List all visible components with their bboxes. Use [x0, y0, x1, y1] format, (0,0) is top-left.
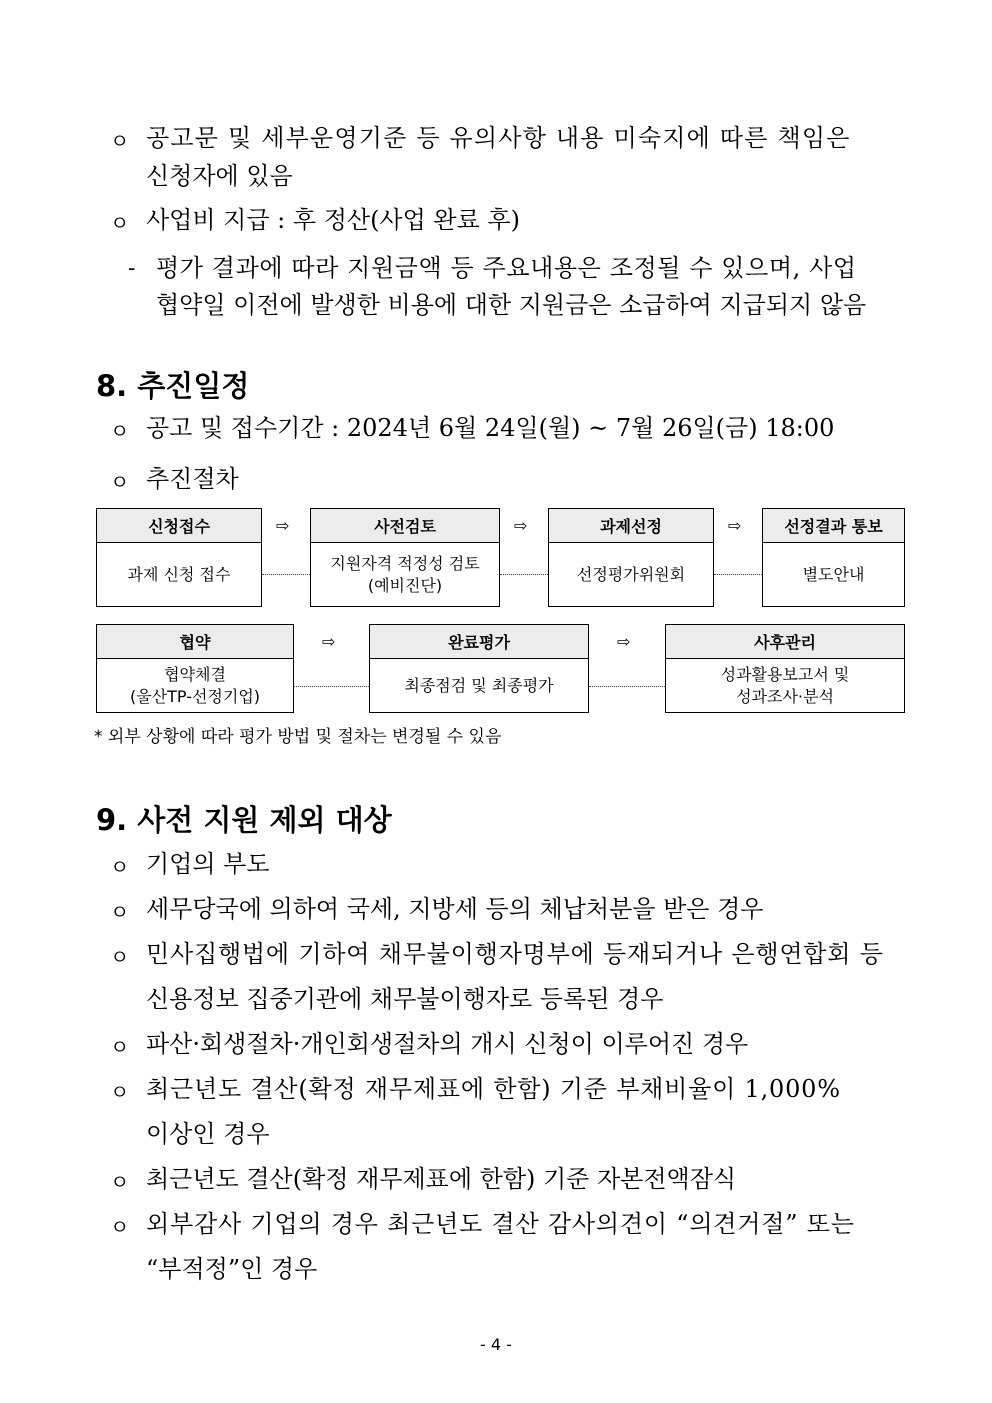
flow-step-desc: 협약체결: [164, 665, 226, 684]
paragraph-line: 사업비 지급 : 후 정산(사업 완료 후): [146, 206, 520, 234]
flow-step-box: [310, 508, 500, 607]
flow-step-box: [96, 624, 294, 713]
exclusion-item: 세무당국에 의하여 국세, 지방세 등의 체납처분을 받은 경우: [146, 895, 764, 923]
flow-step-desc: 별도안내: [802, 565, 865, 584]
flow-step-box: [665, 624, 905, 713]
exclusion-item: 파산·회생절차·개인회생절차의 개시 신청이 이루어진 경우: [146, 1030, 749, 1058]
paragraph-line: 평가 결과에 따라 지원금액 등 주요내용은 조정될 수 있으며, 사업: [156, 254, 857, 282]
bullet-marker: ㅇ: [110, 470, 130, 494]
section-heading: 8. 추진일정: [96, 369, 250, 403]
bullet-marker: ㅇ: [110, 211, 130, 235]
exclusion-item: 최근년도 결산(확정 재무제표에 한함) 기준 자본전액잠식: [146, 1165, 737, 1193]
flow-step-box: [96, 508, 262, 607]
flow-step-desc: (예비진단): [367, 576, 443, 595]
section-heading: 9. 사전 지원 제외 대상: [96, 803, 392, 837]
exclusion-item: “부적정”인 경우: [146, 1255, 318, 1283]
flow-step-box: [369, 624, 589, 713]
arrow-right-icon: ⇨: [617, 632, 631, 651]
bullet-marker: ㅇ: [110, 1080, 130, 1104]
arrow-right-icon: ⇨: [514, 516, 528, 535]
paragraph-line: 공고문 및 세부운영기준 등 유의사항 내용 미숙지에 따른 책임은: [146, 124, 851, 152]
flow-connector: [262, 574, 310, 575]
flow-step-desc: 성과조사·분석: [736, 687, 834, 706]
arrow-right-icon: ⇨: [276, 516, 290, 535]
flow-step-desc: 과제 신청 접수: [127, 565, 231, 584]
exclusion-item: 신용정보 집중기관에 채무불이행자로 등록된 경우: [146, 985, 664, 1013]
bullet-marker: ㅇ: [110, 945, 130, 969]
exclusion-item: 최근년도 결산(확정 재무제표에 한함) 기준 부채비율이 1,000%: [146, 1075, 841, 1103]
bullet-marker: ㅇ: [110, 1035, 130, 1059]
flow-step-desc: 선정평가위원회: [576, 565, 686, 584]
exclusion-item: 외부감사 기업의 경우 최근년도 결산 감사의견이 “의견거절” 또는: [146, 1210, 855, 1238]
flow-step-desc: (울산TP-선정기업): [129, 687, 261, 706]
exclusion-item: 이상인 경우: [146, 1120, 270, 1148]
paragraph-line: 협약일 이전에 발생한 비용에 대한 지원금은 소급하여 지급되지 않음: [156, 291, 867, 319]
bullet-marker: ㅇ: [110, 1215, 130, 1239]
flow-step-title: 협약: [97, 625, 293, 659]
bullet-marker: ㅇ: [110, 129, 130, 153]
page-number: - 4 -: [480, 1335, 512, 1354]
flow-step-title: 신청접수: [97, 509, 261, 543]
flow-step-title: 과제선정: [549, 509, 713, 543]
paragraph-line: 신청자에 있음: [146, 162, 293, 190]
flow-step-title: 완료평가: [370, 625, 588, 659]
flow-step-title: 사전검토: [311, 509, 499, 543]
bullet-marker: ㅇ: [110, 419, 130, 443]
flow-connector: [294, 686, 369, 687]
flow-step-box: [762, 508, 905, 607]
arrow-right-icon: ⇨: [322, 632, 336, 651]
flow-step-desc: 최종점검 및 최종평가: [404, 676, 554, 695]
dash-marker: -: [128, 256, 136, 281]
exclusion-item: 민사집행법에 기하여 채무불이행자명부에 등재되거나 은행연합회 등: [146, 940, 884, 968]
exclusion-item: 기업의 부도: [146, 850, 270, 878]
flow-step-desc: 지원자격 적정성 검토: [330, 554, 480, 573]
flow-step-box: [548, 508, 714, 607]
procedure-label: 추진절차: [146, 465, 239, 493]
flow-connector: [714, 574, 762, 575]
bullet-marker: ㅇ: [110, 900, 130, 924]
flow-step-title: 사후관리: [666, 625, 904, 659]
flow-step-title: 선정결과 통보: [763, 509, 904, 543]
flow-connector: [500, 574, 548, 575]
arrow-right-icon: ⇨: [728, 516, 742, 535]
flow-step-desc: 성과활용보고서 및: [720, 665, 850, 684]
bullet-marker: ㅇ: [110, 855, 130, 879]
bullet-marker: ㅇ: [110, 1170, 130, 1194]
schedule-period: 공고 및 접수기간 : 2024년 6월 24일(월) ~ 7월 26일(금) 18:00: [146, 414, 835, 442]
flow-connector: [589, 686, 665, 687]
flow-footnote: * 외부 상황에 따라 평가 방법 및 절차는 변경될 수 있음: [94, 727, 502, 747]
